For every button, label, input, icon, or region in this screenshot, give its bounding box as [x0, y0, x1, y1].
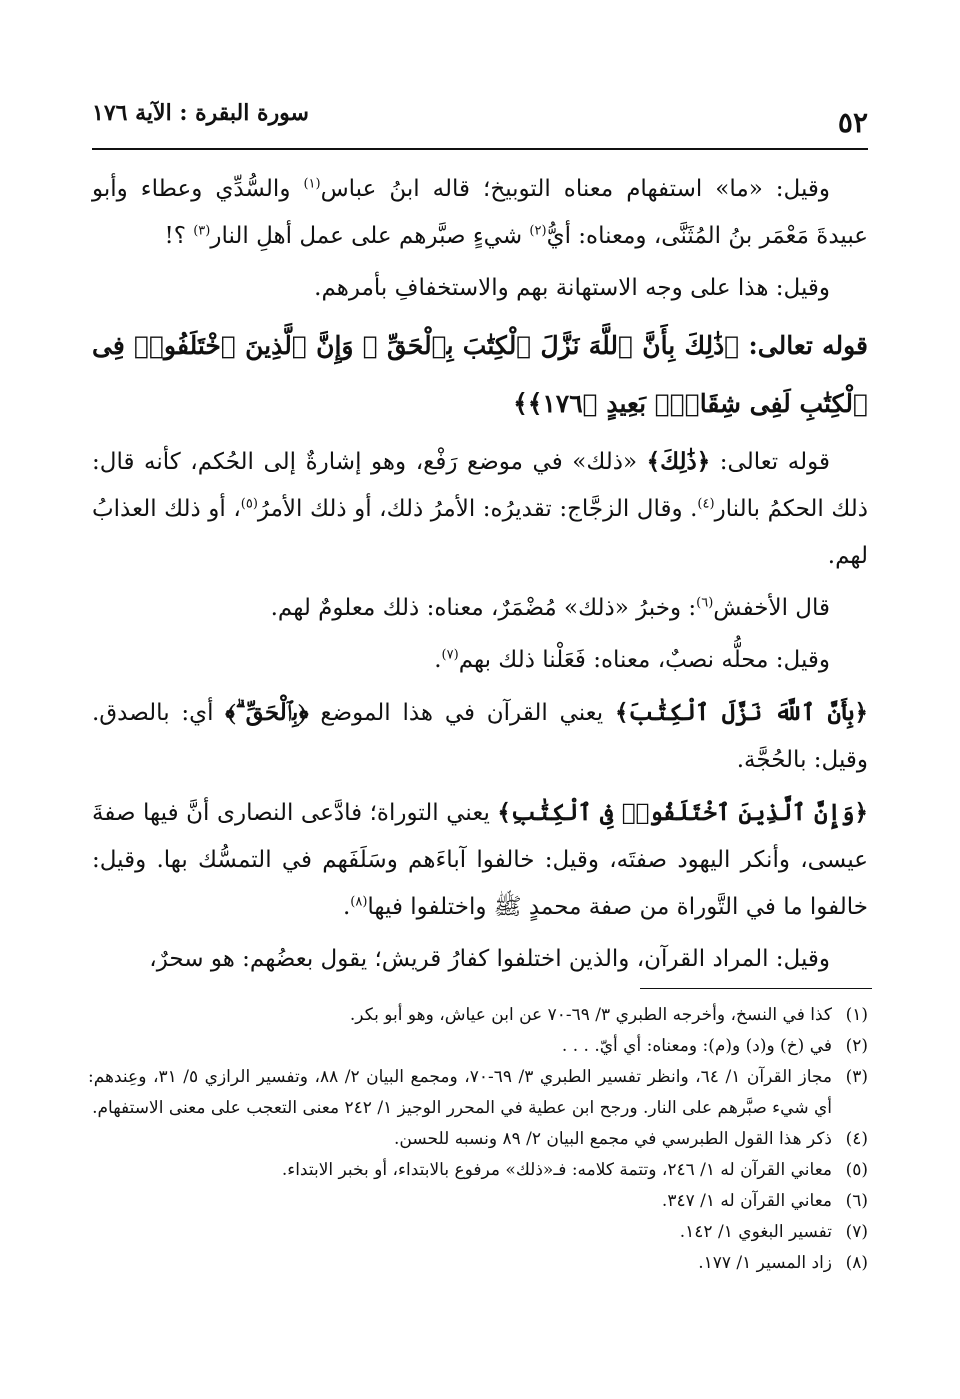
- footnote-text: معاني القرآن له ١/ ٢٤٦، وتتمة كلامه: فـ«ذلك» مرفوع بالابتداء، أو بخبر الابتداء.: [281, 1160, 832, 1180]
- footnote: [88, 1217, 868, 1248]
- quran-quote: ﴿بِٱلْحَقِّ ۗ﴾: [225, 699, 309, 726]
- page-header: [92, 92, 868, 150]
- text-run: يعني القرآن في هذا الموضع: [308, 700, 615, 726]
- footnote-text: تفسير البغوي ١/ ١٤٢.: [679, 1222, 832, 1242]
- verse-text: ﴿ذَٰلِكَ بِأَنَّ ٱللَّهَ نَزَّلَ ٱلْكِتَٰبَ بِٱلْحَقِّ ۗ وَإِنَّ ٱلَّذِينَ ٱخْتَلَفُوا۟ فِى ٱلْكِتَٰبِ لَفِى شِقَاقٍۭ بَعِيدٍ ﴿١٧٦﴾﴾: [92, 331, 868, 418]
- paragraph: [92, 637, 868, 684]
- footnote-text: ذكر هذا القول الطبرسي في مجمع البيان ٢/ ٨٩ ونسبه للحسن.: [394, 1129, 832, 1149]
- footnotes: [88, 1000, 868, 1279]
- footnote-text: معاني القرآن له ١/ ٣٤٧.: [661, 1191, 832, 1211]
- text-run: ؟!: [164, 223, 194, 249]
- footnote-ref: (٨): [350, 894, 368, 910]
- text-run: . وقال الزجَّاج: تقديرُه: الأمرُ ذلك، أو ذلك الأمرُ: [257, 496, 698, 522]
- quran-quote: ﴿ذَٰلِكَ﴾: [646, 448, 711, 475]
- text-run: قال الأخفش: [713, 595, 830, 621]
- footnote-ref: (٦): [696, 595, 714, 611]
- text-run: : وخبرُ «ذلك» مُضْمَرٌ، معناه: ذلك معلومٌ لهم.: [270, 595, 697, 621]
- footnote: [88, 1186, 868, 1217]
- footnote: [88, 1155, 868, 1186]
- footnote: [88, 1062, 868, 1124]
- footnote-text: كذا في النسخ، وأخرجه الطبري ٣/ ٦٩-٧٠ عن ابن عياش، وهو أبو بكر.: [349, 1005, 832, 1025]
- quran-quote: ﴿بِأَنَّ ٱللَّهَ نَزَّلَ ٱلْكِتَٰبَ﴾: [614, 699, 868, 726]
- text-run: يعني التوراة؛ فادَّعى النصارى أنَّ فيها صفةَ عيسى، وأنكر اليهود صفتَه، وقيل: خالفوا آباءَهم وسَلَفَهم في التمسُّك بها. وقيل: خالفوا ما في التَّوراة من صفة محمدٍ ﷺ واختلفوا فيها: [92, 800, 868, 920]
- footnote-ref: (٢): [529, 223, 547, 239]
- footnote-ref: (٣): [193, 223, 211, 239]
- footnote-number: (٤): [845, 1129, 868, 1149]
- footnote-number: (٧): [845, 1222, 868, 1242]
- footnote-text: في (خ) و(د) و(م): ومعناه: أي أيّ. . . .: [561, 1036, 832, 1056]
- paragraph: وقيل: هذا على وجه الاستهانة بهم والاستخفافِ بأمرهم.: [314, 275, 830, 301]
- footnote-number: (٣): [845, 1067, 868, 1087]
- footnote-text: زاد المسير ١/ ١٧٧.: [698, 1253, 832, 1273]
- text-run: شيءٍ صبَّرهم على عمل أهلِ النار: [210, 223, 530, 249]
- text-run: قوله تعالى:: [710, 449, 830, 475]
- paragraph: [92, 166, 868, 260]
- footnote: [88, 1124, 868, 1155]
- footnote-text: مجاز القرآن ١/ ٦٤، وانظر تفسير الطبري ٣/ ٦٩-٧٠، ومجمع البيان ٢/ ٨٨، وتفسير الرازي ٥/ ٣١، وعِندهم: أي شيء صبَّرهم على النار. ورجح ابن عطية في المحرر الوجيز ١/ ٢٤٢ معنى التعجب على معنى الاستفهام.: [88, 1067, 832, 1118]
- footnote-number: (٥): [845, 1160, 868, 1180]
- footnote-number: (٢): [845, 1036, 868, 1056]
- paragraph: [92, 789, 868, 931]
- footnote: [88, 1000, 868, 1031]
- text-run: وقيل: «ما» استفهام معناه التوبيخ؛ قاله ابنُ عباس: [320, 176, 830, 202]
- footnote-number: (٦): [845, 1191, 868, 1211]
- main-text: [92, 166, 868, 988]
- footnote: [88, 1031, 868, 1062]
- text-run: والسُّدِّي وعطاء وأبو عبيدةَ مَعْمَر بنُ المُثَنَّى، ومعناه: أيُّ: [92, 176, 868, 249]
- text-run: .: [342, 894, 351, 920]
- footnote-ref: (٤): [697, 496, 715, 512]
- page-number: ٥٢: [837, 106, 868, 139]
- text-run: أي: بالصدق. وقيل: بالحُجَّة.: [92, 700, 868, 773]
- footnote-divider: [640, 988, 872, 989]
- text-run: ، أو ذلك العذابُ لهم.: [92, 496, 868, 569]
- text-run: «ذلك» في موضع رَفْع، وهو إشارةٌ إلى الحُكم، كأنه قال: ذلك الحكمُ بالنار: [92, 449, 868, 522]
- running-title: سورة البقرة : الآية ١٧٦: [92, 100, 309, 126]
- footnote: [88, 1248, 868, 1279]
- footnote-ref: (١): [303, 176, 321, 192]
- quran-verse-heading: [92, 317, 868, 433]
- verse-intro: قوله تعالى:: [739, 331, 868, 360]
- footnote-ref: (٥): [240, 496, 258, 512]
- footnote-number: (١): [845, 1005, 868, 1025]
- text-run: .: [434, 647, 442, 673]
- paragraph: [92, 689, 868, 784]
- footnote-number: (٨): [845, 1253, 868, 1273]
- text-run: وقيل: محلُّه نصبٌ، معناه: فَعَلْنا ذلك بهم: [458, 647, 830, 673]
- paragraph: [92, 585, 868, 632]
- footnote-ref: (٧): [441, 647, 459, 663]
- paragraph: وقيل: المراد القرآن، والذين اختلفوا كفارُ قريش؛ يقول بعضُهم: هو سحرٌ،: [149, 946, 830, 972]
- paragraph: [92, 438, 868, 580]
- quran-quote: ﴿وَإِنَّ ٱلَّذِينَ ٱخْتَلَفُوا۟ فِى ٱلْكِتَٰبِ﴾: [497, 799, 868, 826]
